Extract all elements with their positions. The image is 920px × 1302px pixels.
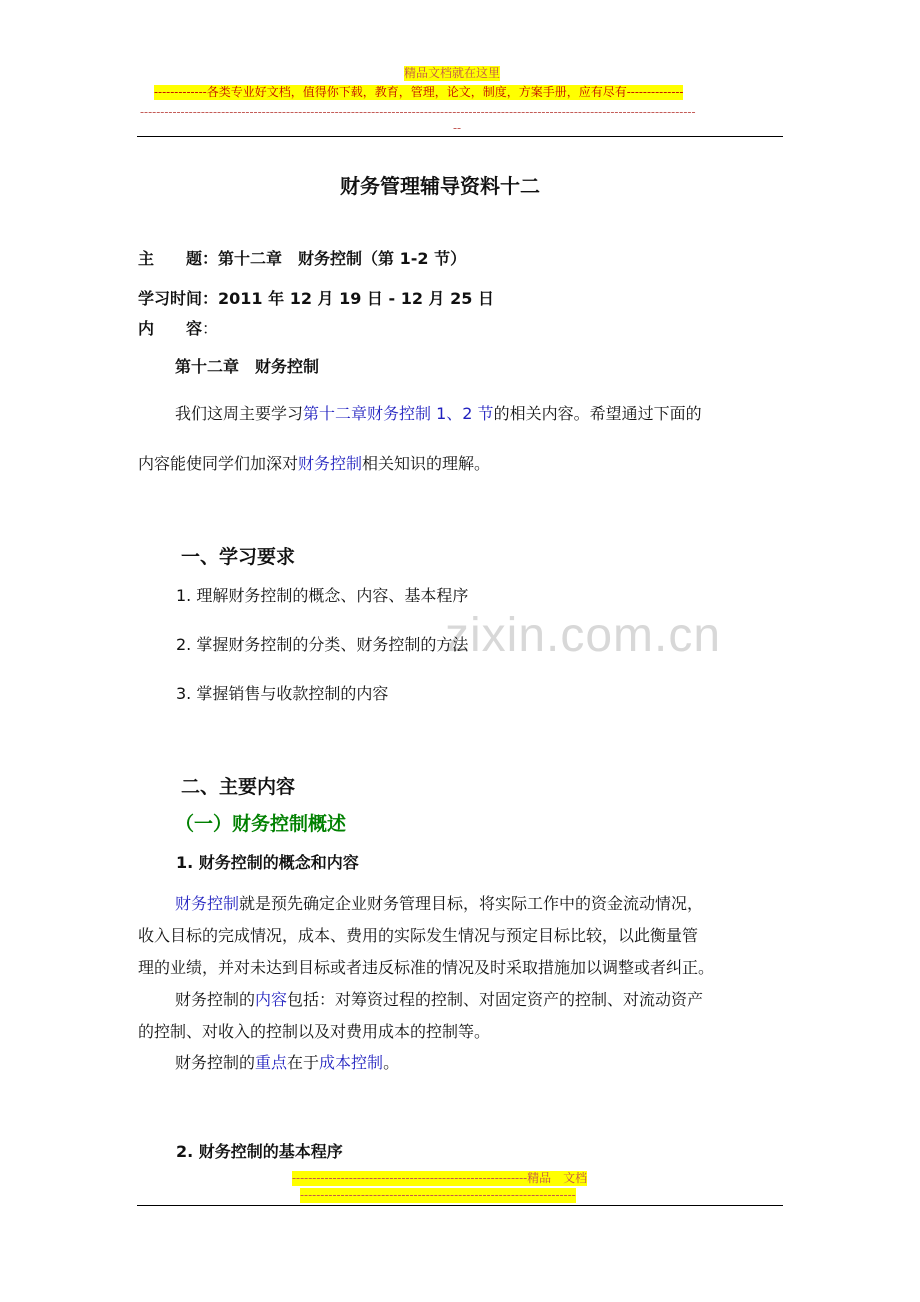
intro-text: 相关知识的理解。 [362, 454, 491, 473]
para3-link-key-point[interactable]: 重点 [255, 1053, 288, 1072]
topic-row [138, 248, 466, 269]
intro-line-2 [138, 453, 490, 474]
header-top-label: 精品文档就在这里 [404, 66, 501, 80]
watermark: zixin.com.cn [445, 609, 722, 662]
intro-link-chapter[interactable]: 第十二章财务控制 1、2 节 [303, 404, 494, 423]
section1-heading: 一、学习要求 [181, 546, 296, 568]
section1-item-2: 2. 掌握财务控制的分类、财务控制的方法 [176, 635, 469, 654]
item1-heading: 1. 财务控制的概念和内容 [176, 853, 359, 872]
para1-line-3: 理的业绩，并对未达到目标或者违反标准的情况及时采取措施加以调整或者纠正。 [138, 958, 715, 977]
para2-line-2: 的控制、对收入的控制以及对费用成本的控制等。 [138, 1022, 491, 1041]
para3-text: 财务控制的 [175, 1053, 256, 1072]
topic-value: 第十二章 财务控制（第 1-2 节） [218, 249, 467, 268]
intro-line-1 [175, 403, 702, 424]
section2-heading: 二、主要内容 [181, 776, 296, 798]
header-dash-tail: -- [453, 121, 462, 135]
section1-item-3: 3. 掌握销售与收款控制的内容 [176, 684, 389, 703]
document-title: 财务管理辅导资料十二 [340, 174, 540, 198]
para1-line-2: 收入目标的完成情况，成本、费用的实际发生情况与预定目标比较，以此衡量管 [138, 926, 699, 945]
item2-heading: 2. 财务控制的基本程序 [176, 1142, 343, 1161]
para3-text: 。 [383, 1053, 400, 1072]
intro-link-financial-control[interactable]: 财务控制 [298, 454, 363, 473]
para2-line-1 [175, 989, 703, 1010]
content-label: 内 容 [138, 319, 203, 338]
para2-text: 财务控制的 [175, 990, 256, 1009]
footer-line-1 [292, 1171, 587, 1186]
header-dash-line: ----------------------------------------------------------------------------------------------------------------------------------------- [140, 105, 696, 119]
topic-label: 主 题： [138, 249, 219, 268]
time-label: 学习时间： [138, 289, 219, 308]
para1-text: 就是预先确定企业财务管理目标，将实际工作中的资金流动情况， [239, 894, 704, 913]
para2-text: 包括：对筹资过程的控制、对固定资产的控制、对流动资产 [287, 990, 704, 1009]
para3-text: 在于 [287, 1053, 320, 1072]
intro-text: 我们这周主要学习 [175, 404, 304, 423]
chapter-heading: 第十二章 财务控制 [175, 357, 320, 376]
intro-text: 的相关内容。希望通过下面的 [493, 404, 702, 423]
footer-label: 精品 文档 [527, 1171, 588, 1185]
para1-link-financial-control[interactable]: 财务控制 [175, 894, 240, 913]
content-colon: ： [202, 319, 219, 338]
time-value: 2011 年 12 月 19 日 - 12 月 25 日 [218, 289, 494, 308]
section1-item-1: 1. 理解财务控制的概念、内容、基本程序 [176, 586, 469, 605]
para3-link-cost-control[interactable]: 成本控制 [319, 1053, 384, 1072]
para1-line-1 [175, 893, 703, 914]
intro-text: 内容能使同学们加深对 [138, 454, 299, 473]
para2-link-content[interactable]: 内容 [255, 990, 288, 1009]
footer-rule [137, 1205, 783, 1206]
header-rule [137, 136, 783, 137]
content-row [138, 318, 218, 339]
para3-line [175, 1052, 399, 1073]
section2-subheading: （一）财务控制概述 [175, 813, 347, 835]
footer-dash: ---------------------------------------------------------- [292, 1171, 528, 1185]
time-row [138, 288, 494, 309]
header-tagline: -------------各类专业好文档，值得你下载，教育，管理，论文，制度，方案手册，应有尽有-------------- [154, 85, 684, 99]
footer-line-2: -------------------------------------------------------------------- [300, 1188, 576, 1202]
